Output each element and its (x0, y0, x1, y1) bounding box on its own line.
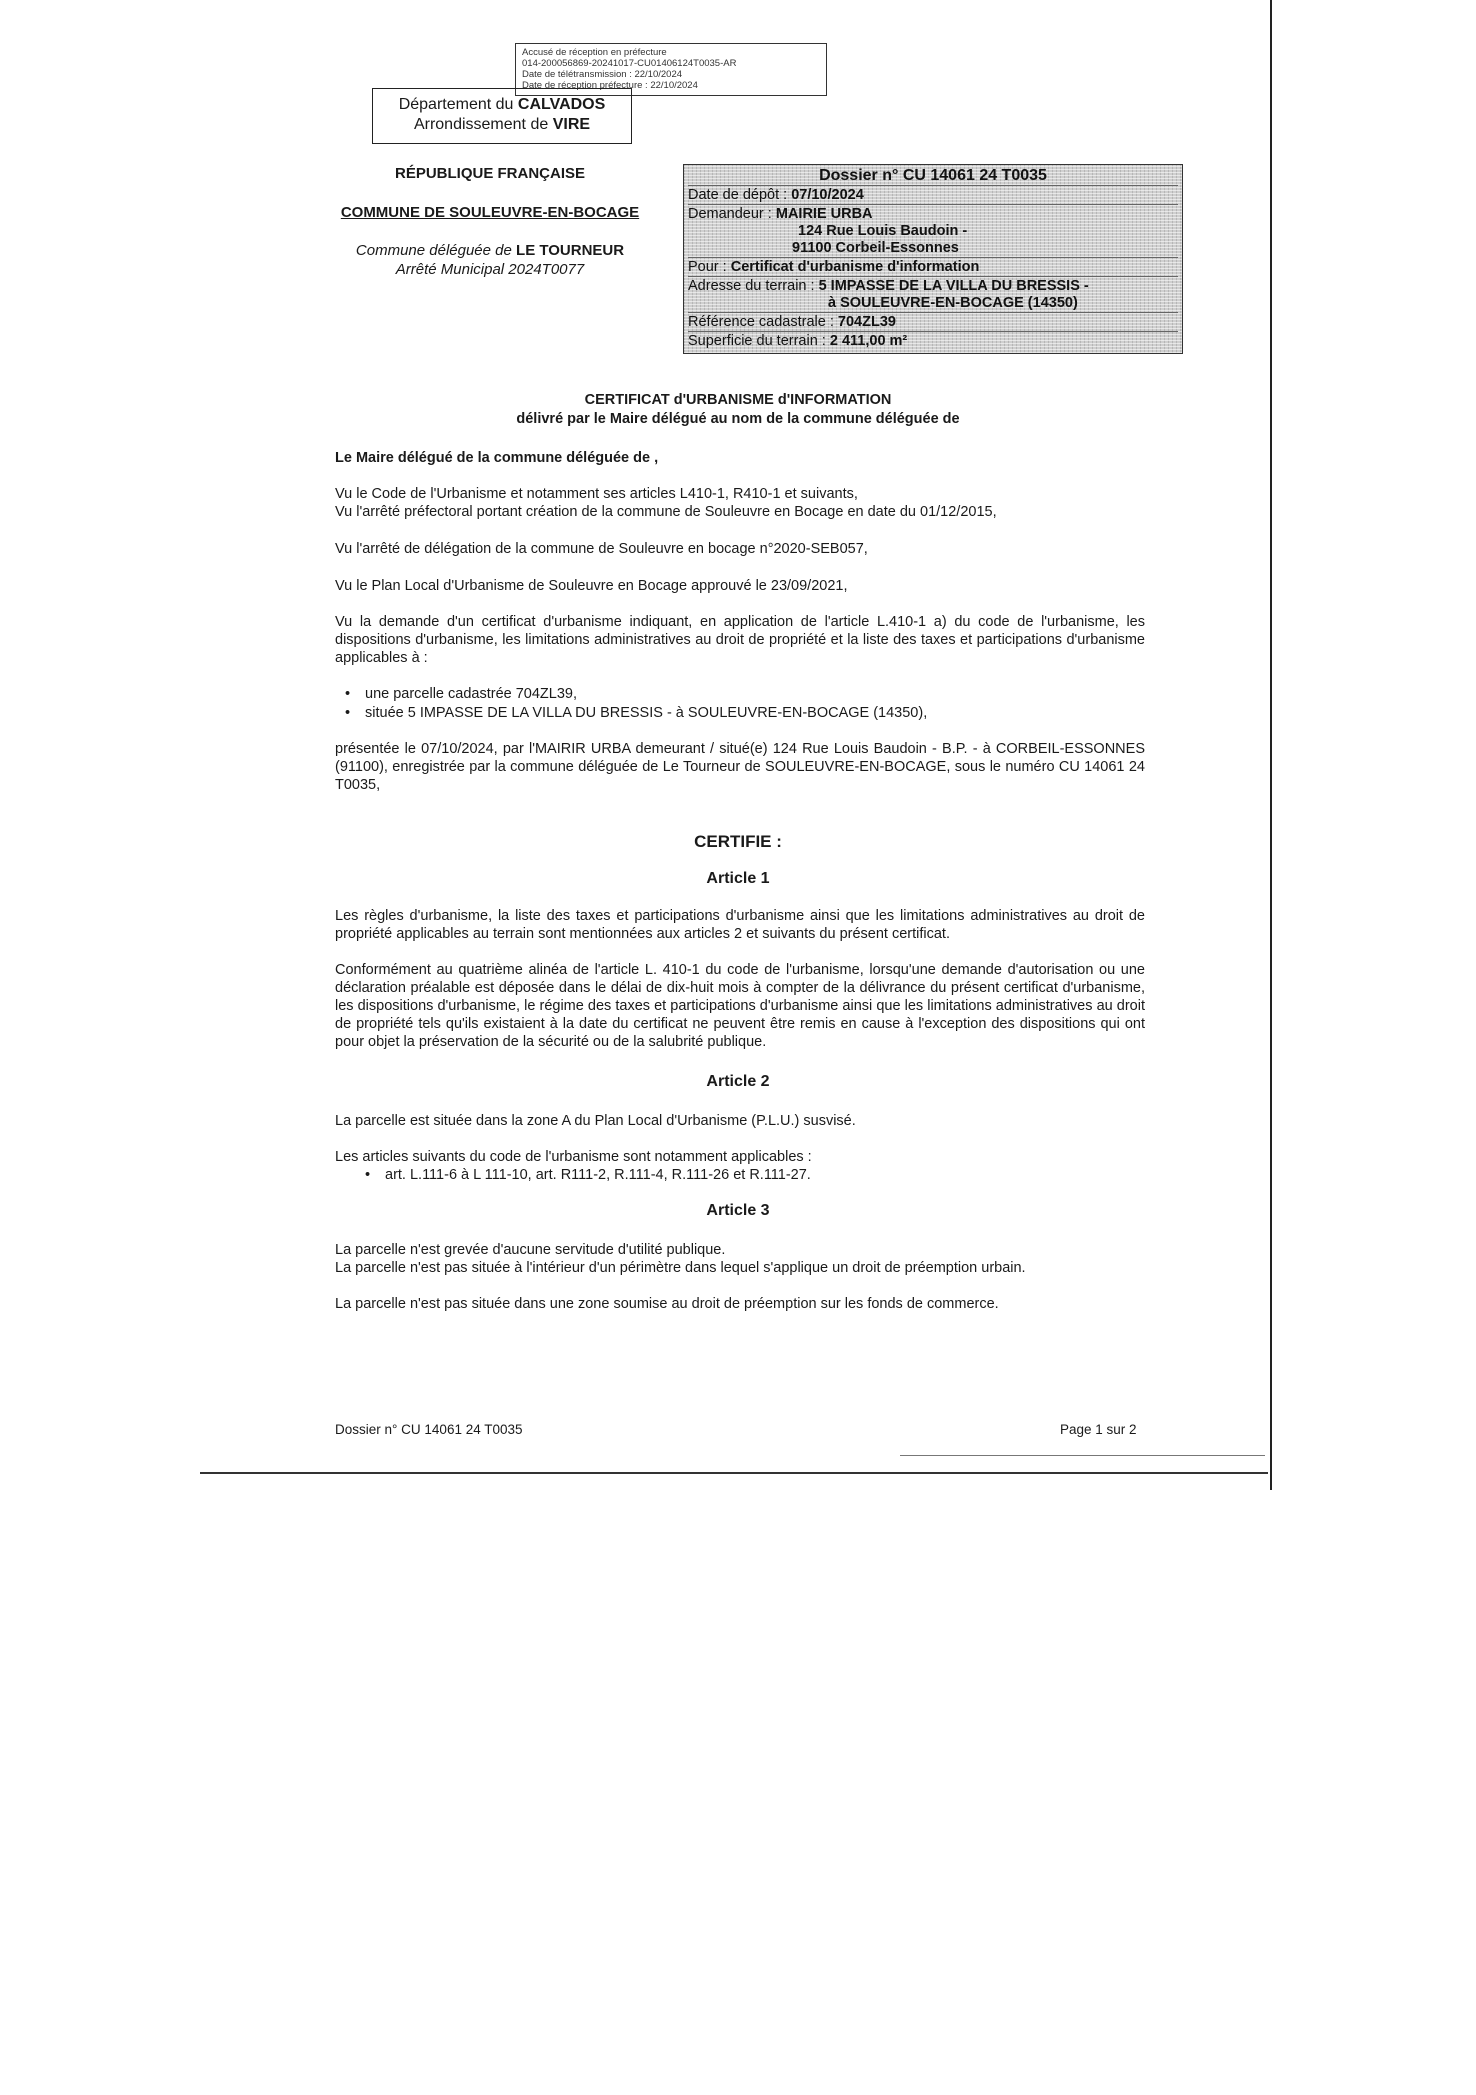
demandeur-address-2 (688, 239, 1178, 258)
footer-dossier: Dossier n° CU 14061 24 T0035 (335, 1422, 523, 1437)
republique-heading: RÉPUBLIQUE FRANÇAISE (394, 165, 585, 182)
commune-deleguee-value: LE TOURNEUR (516, 242, 625, 259)
departement-line (373, 95, 631, 115)
stamp-line-3: Date de télétransmission : 22/10/2024 (522, 69, 683, 80)
bullet-situee (345, 704, 1145, 722)
adresse-value-2: à SOULEUVRE-EN-BOCAGE (14350) (828, 295, 1078, 311)
demandeur-address-1-text: 124 Rue Louis Baudoin - (798, 223, 968, 239)
reference-label: Référence cadastrale : (688, 314, 834, 330)
vu-code-urbanisme: Vu le Code de l'Urbanisme et notamment ses articles L410-1, R410-1 et suivants, (335, 486, 858, 502)
certifie-heading: CERTIFIE : (694, 832, 782, 851)
maire-line: Le Maire délégué de la commune déléguée de , (335, 450, 659, 466)
superficie-label: Superficie du terrain : (688, 333, 826, 349)
bullet-dot: • (365, 1167, 371, 1183)
bullet-parcelle (345, 685, 1145, 703)
article-1-heading: Article 1 (706, 870, 770, 887)
adresse-label: Adresse du terrain : (688, 278, 815, 294)
bullet-dot: • (345, 705, 351, 721)
demandeur-row (688, 205, 1178, 223)
reference-row (688, 313, 1178, 332)
article-3-p2: La parcelle n'est pas située à l'intérieur d'un périmètre dans lequel s'applique un droit de préemption urbain. (335, 1260, 1026, 1276)
pour-row (688, 258, 1178, 277)
reference-value: 704ZL39 (837, 314, 896, 330)
bullet-parcelle-text: une parcelle cadastrée 704ZL39, (365, 686, 578, 702)
arrete-line: Arrêté Municipal 2024T0077 (395, 261, 585, 278)
pour-label: Pour : (688, 259, 727, 275)
adresse-value-1: 5 IMPASSE DE LA VILLA DU BRESSIS - (818, 278, 1089, 294)
arrondissement-value: VIRE (552, 116, 591, 133)
demandeur-address-1 (688, 222, 1178, 240)
dossier-info-box (683, 164, 1183, 354)
stamp-line-4: Date de réception préfecture : 22/10/2024 (522, 80, 698, 91)
article-1-p1: Les règles d'urbanisme, la liste des taxes et participations d'urbanisme ainsi que les limitations administratives au droit de propriété applicables au terrain sont mentionnées aux articles 2 et suivants du présent certificat. (335, 908, 1145, 942)
vu-plan-local: Vu le Plan Local d'Urbanisme de Souleuvre en Bocage approuvé le 23/09/2021, (335, 578, 848, 594)
commune-heading: COMMUNE DE SOULEUVRE-EN-BOCAGE (340, 204, 640, 221)
article-2-bullet (365, 1166, 1165, 1184)
date-depot-row (688, 186, 1178, 205)
presentee-paragraph: présentée le 07/10/2024, par l'MAIRIR URBA demeurant / situé(e) 124 Rue Louis Baudoin - B.P. - à CORBEIL-ESSONNES (91100), enregistrée par la commune déléguée de Le Tourneur de SOULEUVRE-EN-BOCAGE, sous le numéro CU 14061 24 T0035, (335, 741, 1145, 793)
scan-edge-bottom (200, 1472, 1268, 1474)
adresse-row-2 (688, 294, 1178, 313)
arrondissement-line (373, 115, 631, 135)
date-depot-label: Date de dépôt : (688, 187, 788, 203)
demandeur-name: MAIRIE URBA (775, 206, 873, 222)
stamp-line-2: 014-200056869-20241017-CU01406124T0035-AR (522, 58, 737, 69)
arrondissement-label: Arrondissement de (413, 116, 549, 133)
commune-deleguee-block (320, 241, 660, 279)
bullet-dot: • (345, 686, 351, 702)
stamp-line-1: Accusé de réception en préfecture (522, 47, 667, 58)
departement-label: Département du (398, 96, 514, 113)
article-2-bullet-text: art. L.111-6 à L 111-10, art. R111-2, R.111-4, R.111-26 et R.111-27. (385, 1167, 811, 1183)
department-box (372, 88, 632, 144)
departement-value: CALVADOS (517, 96, 606, 113)
article-3-p3: La parcelle n'est pas située dans une zone soumise au droit de préemption sur les fonds de commerce. (335, 1296, 999, 1312)
scan-edge-bottom-faint (900, 1455, 1265, 1456)
commune-deleguee-line (320, 241, 660, 260)
demandeur-address-2-text: 91100 Corbeil-Essonnes (792, 240, 959, 256)
article-3-p1: La parcelle n'est grevée d'aucune servitude d'utilité publique. (335, 1242, 726, 1258)
article-3-heading: Article 3 (706, 1202, 770, 1219)
vu-arrete-delegation: Vu l'arrêté de délégation de la commune de Souleuvre en bocage n°2020-SEB057, (335, 541, 868, 557)
commune-deleguee-label: Commune déléguée de (355, 242, 512, 259)
pour-value: Certificat d'urbanisme d'information (730, 259, 980, 275)
vu-arrete-prefectoral: Vu l'arrêté préfectoral portant création de la commune de Souleuvre en Bocage en date du 01/12/2015, (335, 504, 997, 520)
bullet-situee-text: située 5 IMPASSE DE LA VILLA DU BRESSIS - à SOULEUVRE-EN-BOCAGE (14350), (365, 705, 928, 721)
certificate-title: CERTIFICAT d'URBANISME d'INFORMATION (584, 392, 892, 408)
footer-page-number: Page 1 sur 2 (1060, 1422, 1137, 1437)
adresse-row (688, 277, 1178, 295)
article-2-p2: Les articles suivants du code de l'urbanisme sont notamment applicables : (335, 1149, 812, 1165)
scan-edge-right (1270, 0, 1272, 1490)
dossier-number: Dossier n° CU 14061 24 T0035 (688, 167, 1178, 186)
article-2-p1: La parcelle est située dans la zone A du Plan Local d'Urbanisme (P.L.U.) susvisé. (335, 1113, 856, 1129)
article-2-heading: Article 2 (706, 1073, 770, 1090)
article-1-p2: Conformément au quatrième alinéa de l'article L. 410-1 du code de l'urbanisme, lorsqu'une demande d'autorisation ou une déclaration préalable est déposée dans le délai de dix-huit mois à compter de la délivrance du présent certificat d'urbanisme, les dispositions d'urbanisme, le régime des taxes et participations d'urbanisme ainsi que les limitations administratives au droit de propriété tels qu'ils existaient à la date du certificat ne peuvent être remis en cause à l'exception des dispositions qui ont pour objet la préservation de la sécurité ou de la salubrité publique. (335, 962, 1145, 1050)
vu-demande: Vu la demande d'un certificat d'urbanisme indiquant, en application de l'article L.410-1 a) du code de l'urbanisme, les dispositions d'urbanisme, les limitations administratives au droit de propriété et la liste des taxes et participations d'urbanisme applicables à : (335, 614, 1145, 666)
demandeur-label: Demandeur : (688, 206, 772, 222)
superficie-value: 2 411,00 m² (829, 333, 908, 349)
date-depot-value: 07/10/2024 (791, 187, 864, 203)
superficie-row (688, 332, 1178, 350)
certificate-subtitle: délivré par le Maire délégué au nom de la commune déléguée de (516, 411, 960, 427)
